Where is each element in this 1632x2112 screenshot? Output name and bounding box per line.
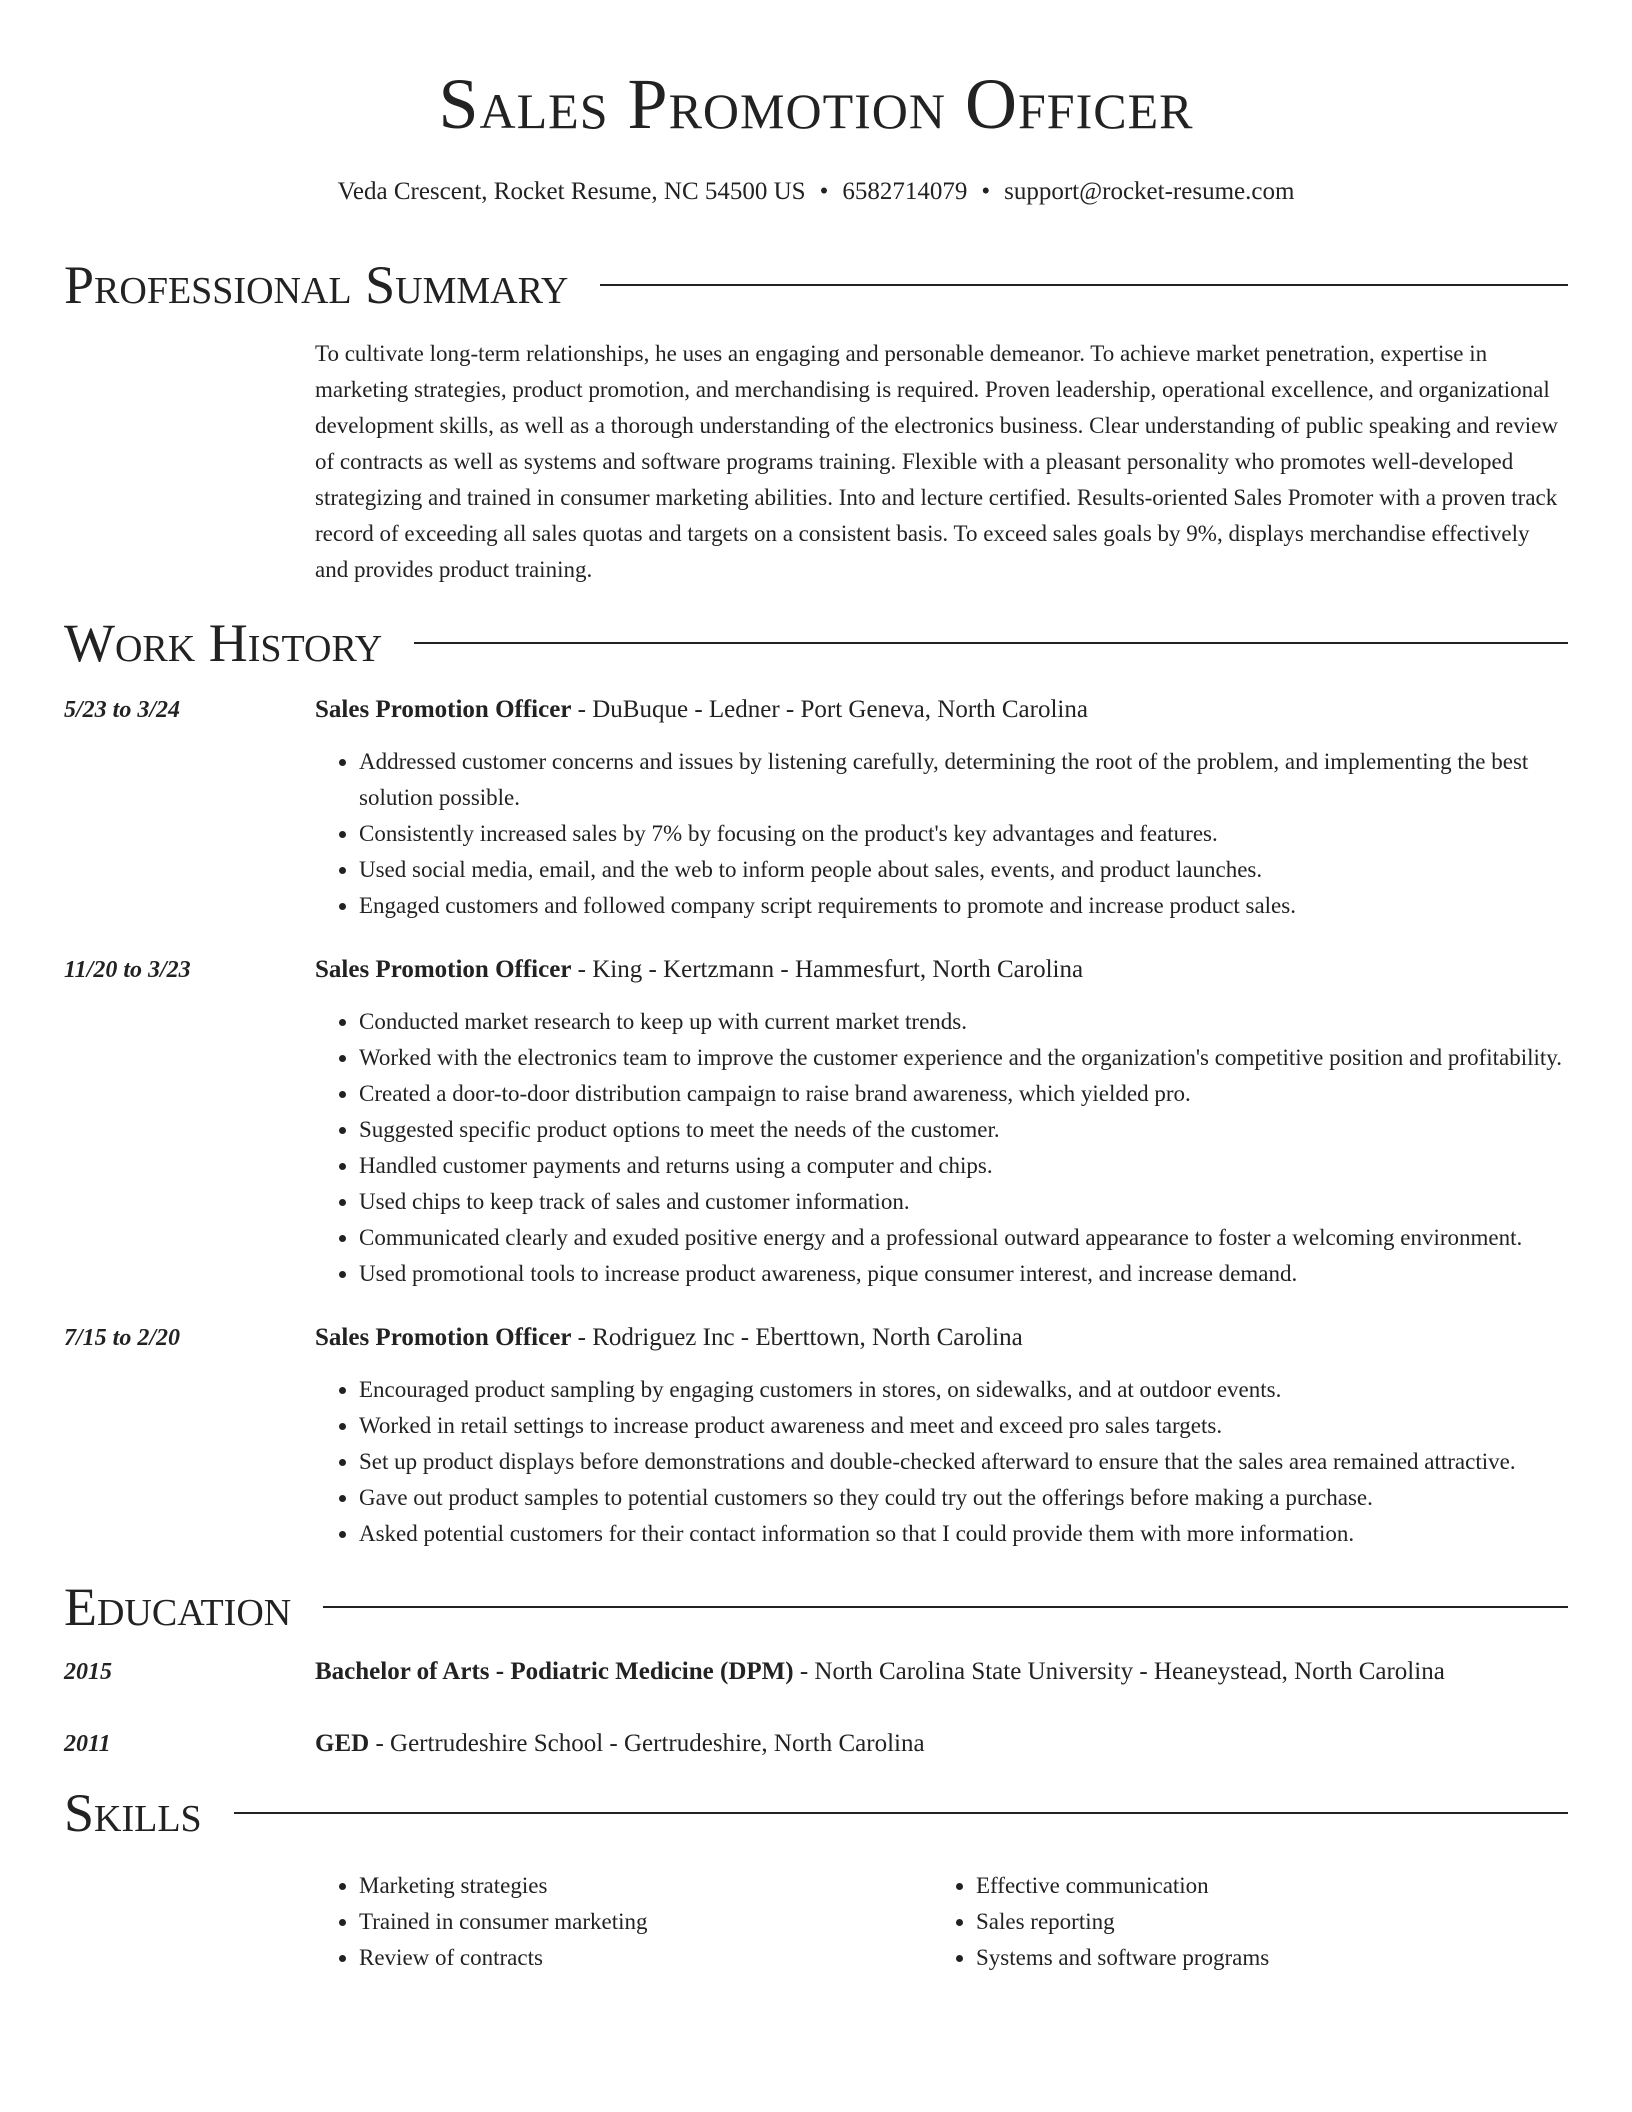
job-employer: - DuBuque - Ledner - Port Geneva, North Carolina: [571, 696, 1088, 723]
section-divider: [234, 1812, 1568, 1814]
job-bullet: • Worked in retail settings to increase product awareness and meet and exceed pro sales targets.: [359, 1408, 1568, 1444]
job-bullet: • Suggested specific product options to meet the needs of the customer.: [359, 1112, 1568, 1148]
job-entry: [64, 692, 1568, 924]
skills-list: [315, 1868, 1568, 1976]
education-school: - Gertrudeshire School - Gertrudeshire, North Carolina: [369, 1730, 925, 1757]
skill-item: • Review of contracts: [359, 1940, 932, 1976]
job-bullet: • Used chips to keep track of sales and customer information.: [359, 1184, 1568, 1220]
skill-item: • Trained in consumer marketing: [359, 1904, 932, 1940]
job-bullet: • Used promotional tools to increase product awareness, pique consumer interest, and increase demand.: [359, 1256, 1568, 1292]
education-body: [315, 1654, 1445, 1690]
education-body: [315, 1726, 925, 1762]
job-bullet: • Asked potential customers for their contact information so that I could provide them with more information.: [359, 1516, 1568, 1552]
education-year: 2015: [64, 1659, 112, 1685]
job-bullet: • Used social media, email, and the web to inform people about sales, events, and product launches.: [359, 852, 1568, 888]
skill-item: • Sales reporting: [976, 1904, 1549, 1940]
job-employer: - King - Kertzmann - Hammesfurt, North Carolina: [571, 956, 1084, 983]
job-entry: [64, 1320, 1568, 1552]
contact-email: support@rocket-resume.com: [1004, 178, 1295, 205]
work-section-header: [64, 613, 1568, 673]
job-bullet: • Engaged customers and followed company script requirements to promote and increase product sales.: [359, 888, 1568, 924]
skills-column-right: [932, 1868, 1549, 1976]
job-bullet: • Set up product displays before demonstrations and double-checked afterward to ensure that the sales area remained attractive.: [359, 1444, 1568, 1480]
job-body: [315, 1320, 1568, 1552]
section-divider: [414, 642, 1568, 644]
job-dates: 11/20 to 3/23: [64, 957, 191, 983]
summary-text: To cultivate long-term relationships, he uses an engaging and personable demeanor. To achieve market penetration, expertise in marketing strategies, product promotion, and merchandising is required. Proven leadership, operational excellence, and organizational development skills, as well as a thorough understanding of the electronics business. Clear understanding of public speaking and review of contracts as well as systems and software programs training. Flexible with a pleasant personality who promotes well-developed strategizing and trained in consumer marketing abilities. Into and lecture certified. Results-oriented Sales Promoter with a proven track record of exceeding all sales quotas and targets on a consistent basis. To exceed sales goals by 9%, displays merchandise effectively and provides product training.: [315, 341, 1558, 582]
skills-heading: Skills: [64, 1783, 202, 1843]
job-title: Sales Promotion Officer: [315, 956, 572, 983]
contact-separator: •: [819, 178, 829, 205]
job-dates: 7/15 to 2/20: [64, 1325, 181, 1351]
job-title-line: [315, 1320, 1568, 1356]
skill-item: • Effective communication: [976, 1868, 1549, 1904]
job-body: [315, 952, 1568, 1292]
skill-item: • Systems and software programs: [976, 1940, 1549, 1976]
education-entry: [64, 1726, 1568, 1762]
section-divider: [323, 1606, 1568, 1608]
job-body: [315, 692, 1568, 924]
job-entry: [64, 952, 1568, 1292]
education-section-header: [64, 1577, 1568, 1637]
section-divider: [600, 284, 1568, 286]
contact-line: [64, 178, 1568, 206]
job-bullets: [315, 1004, 1568, 1292]
job-title: Sales Promotion Officer: [315, 696, 572, 723]
contact-address: Veda Crescent, Rocket Resume, NC 54500 US: [337, 178, 806, 205]
job-dates: 5/23 to 3/24: [64, 697, 181, 723]
education-entry: [64, 1654, 1568, 1690]
contact-separator: •: [981, 178, 991, 205]
summary-heading: Professional Summary: [64, 255, 569, 315]
job-title-line: [315, 692, 1568, 728]
education-degree: GED: [315, 1730, 370, 1757]
education-heading: Education: [64, 1577, 292, 1637]
skills-section-header: [64, 1783, 1568, 1843]
contact-phone: 6582714079: [842, 178, 968, 205]
education-year: 2011: [64, 1731, 111, 1757]
job-bullet: • Worked with the electronics team to improve the customer experience and the organization's competitive position and profitability.: [359, 1040, 1568, 1076]
job-bullet: • Communicated clearly and exuded positive energy and a professional outward appearance to foster a welcoming environment.: [359, 1220, 1568, 1256]
job-bullet: • Gave out product samples to potential customers so they could try out the offerings before making a purchase.: [359, 1480, 1568, 1516]
job-bullet: • Addressed customer concerns and issues by listening carefully, determining the root of the problem, and implementing the best solution possible.: [359, 744, 1568, 816]
work-heading: Work History: [64, 613, 383, 673]
job-bullet: • Handled customer payments and returns using a computer and chips.: [359, 1148, 1568, 1184]
job-employer: - Rodriguez Inc - Eberttown, North Carolina: [571, 1324, 1023, 1351]
job-bullet: • Created a door-to-door distribution campaign to raise brand awareness, which yielded pro.: [359, 1076, 1568, 1112]
education-degree: Bachelor of Arts - Podiatric Medicine (DPM): [315, 1658, 794, 1685]
education-school: - North Carolina State University - Heaneystead, North Carolina: [793, 1658, 1445, 1685]
job-bullets: [315, 744, 1568, 924]
job-title-line: [315, 952, 1568, 988]
job-bullet: • Consistently increased sales by 7% by focusing on the product's key advantages and features.: [359, 816, 1568, 852]
skill-item: • Marketing strategies: [359, 1868, 932, 1904]
job-bullet: • Encouraged product sampling by engaging customers in stores, on sidewalks, and at outdoor events.: [359, 1372, 1568, 1408]
resume-name: Sales Promotion Officer: [438, 64, 1194, 144]
job-bullet: • Conducted market research to keep up with current market trends.: [359, 1004, 1568, 1040]
skills-column-left: [315, 1868, 932, 1976]
summary-section-header: [64, 255, 1568, 315]
job-title: Sales Promotion Officer: [315, 1324, 572, 1351]
job-bullets: [315, 1372, 1568, 1552]
